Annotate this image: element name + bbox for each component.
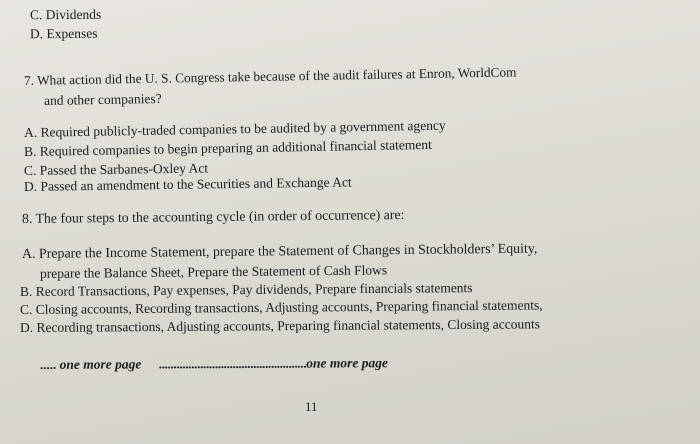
q8-option-a-line-1: A. Prepare the Income Statement, prepare the Statement of Changes in Stockholders’ Equity, [21, 241, 538, 262]
q8-option-b: B. Record Transactions, Pay expenses, Pay dividends, Prepare financials statements [19, 280, 473, 299]
q7-option-a: A. Required publicly-traded companies to be audited by a government agency [23, 117, 446, 140]
footer-middle-dots: .................................................. [158, 355, 307, 372]
question-7-line-1: 7. What action did the U. S. Congress take because of the audit failures at Enron, WorldCom [23, 64, 517, 88]
option-c-dividends: C. Dividends [29, 6, 102, 23]
footer-left-label: one more page [59, 356, 142, 372]
q8-option-a-line-2: prepare the Balance Sheet, Prepare the Statement of Cash Flows [39, 262, 388, 281]
question-7-line-2: and other companies? [43, 90, 162, 108]
q7-option-c: C. Passed the Sarbanes-Oxley Act [23, 160, 209, 178]
q8-option-d: D. Recording transactions, Adjusting accounts, Preparing financial statements, Closing accounts [19, 316, 541, 335]
q7-option-d: D. Passed an amendment to the Securities and Exchange Act [23, 174, 352, 194]
q8-option-c: C. Closing accounts, Recording transactions, Adjusting accounts, Preparing financial statements, [19, 297, 543, 317]
footer-continue-line [40, 356, 388, 371]
footer-right-label: one more page [306, 355, 389, 371]
page-number: 11 [305, 399, 318, 414]
question-8: 8. The four steps to the accounting cycle (in order of occurrence) are: [21, 206, 405, 226]
footer-left-dots: ..... [39, 356, 57, 372]
option-d-expenses: D. Expenses [29, 25, 98, 42]
q7-option-b: B. Required companies to begin preparing an additional financial statement [23, 136, 432, 159]
